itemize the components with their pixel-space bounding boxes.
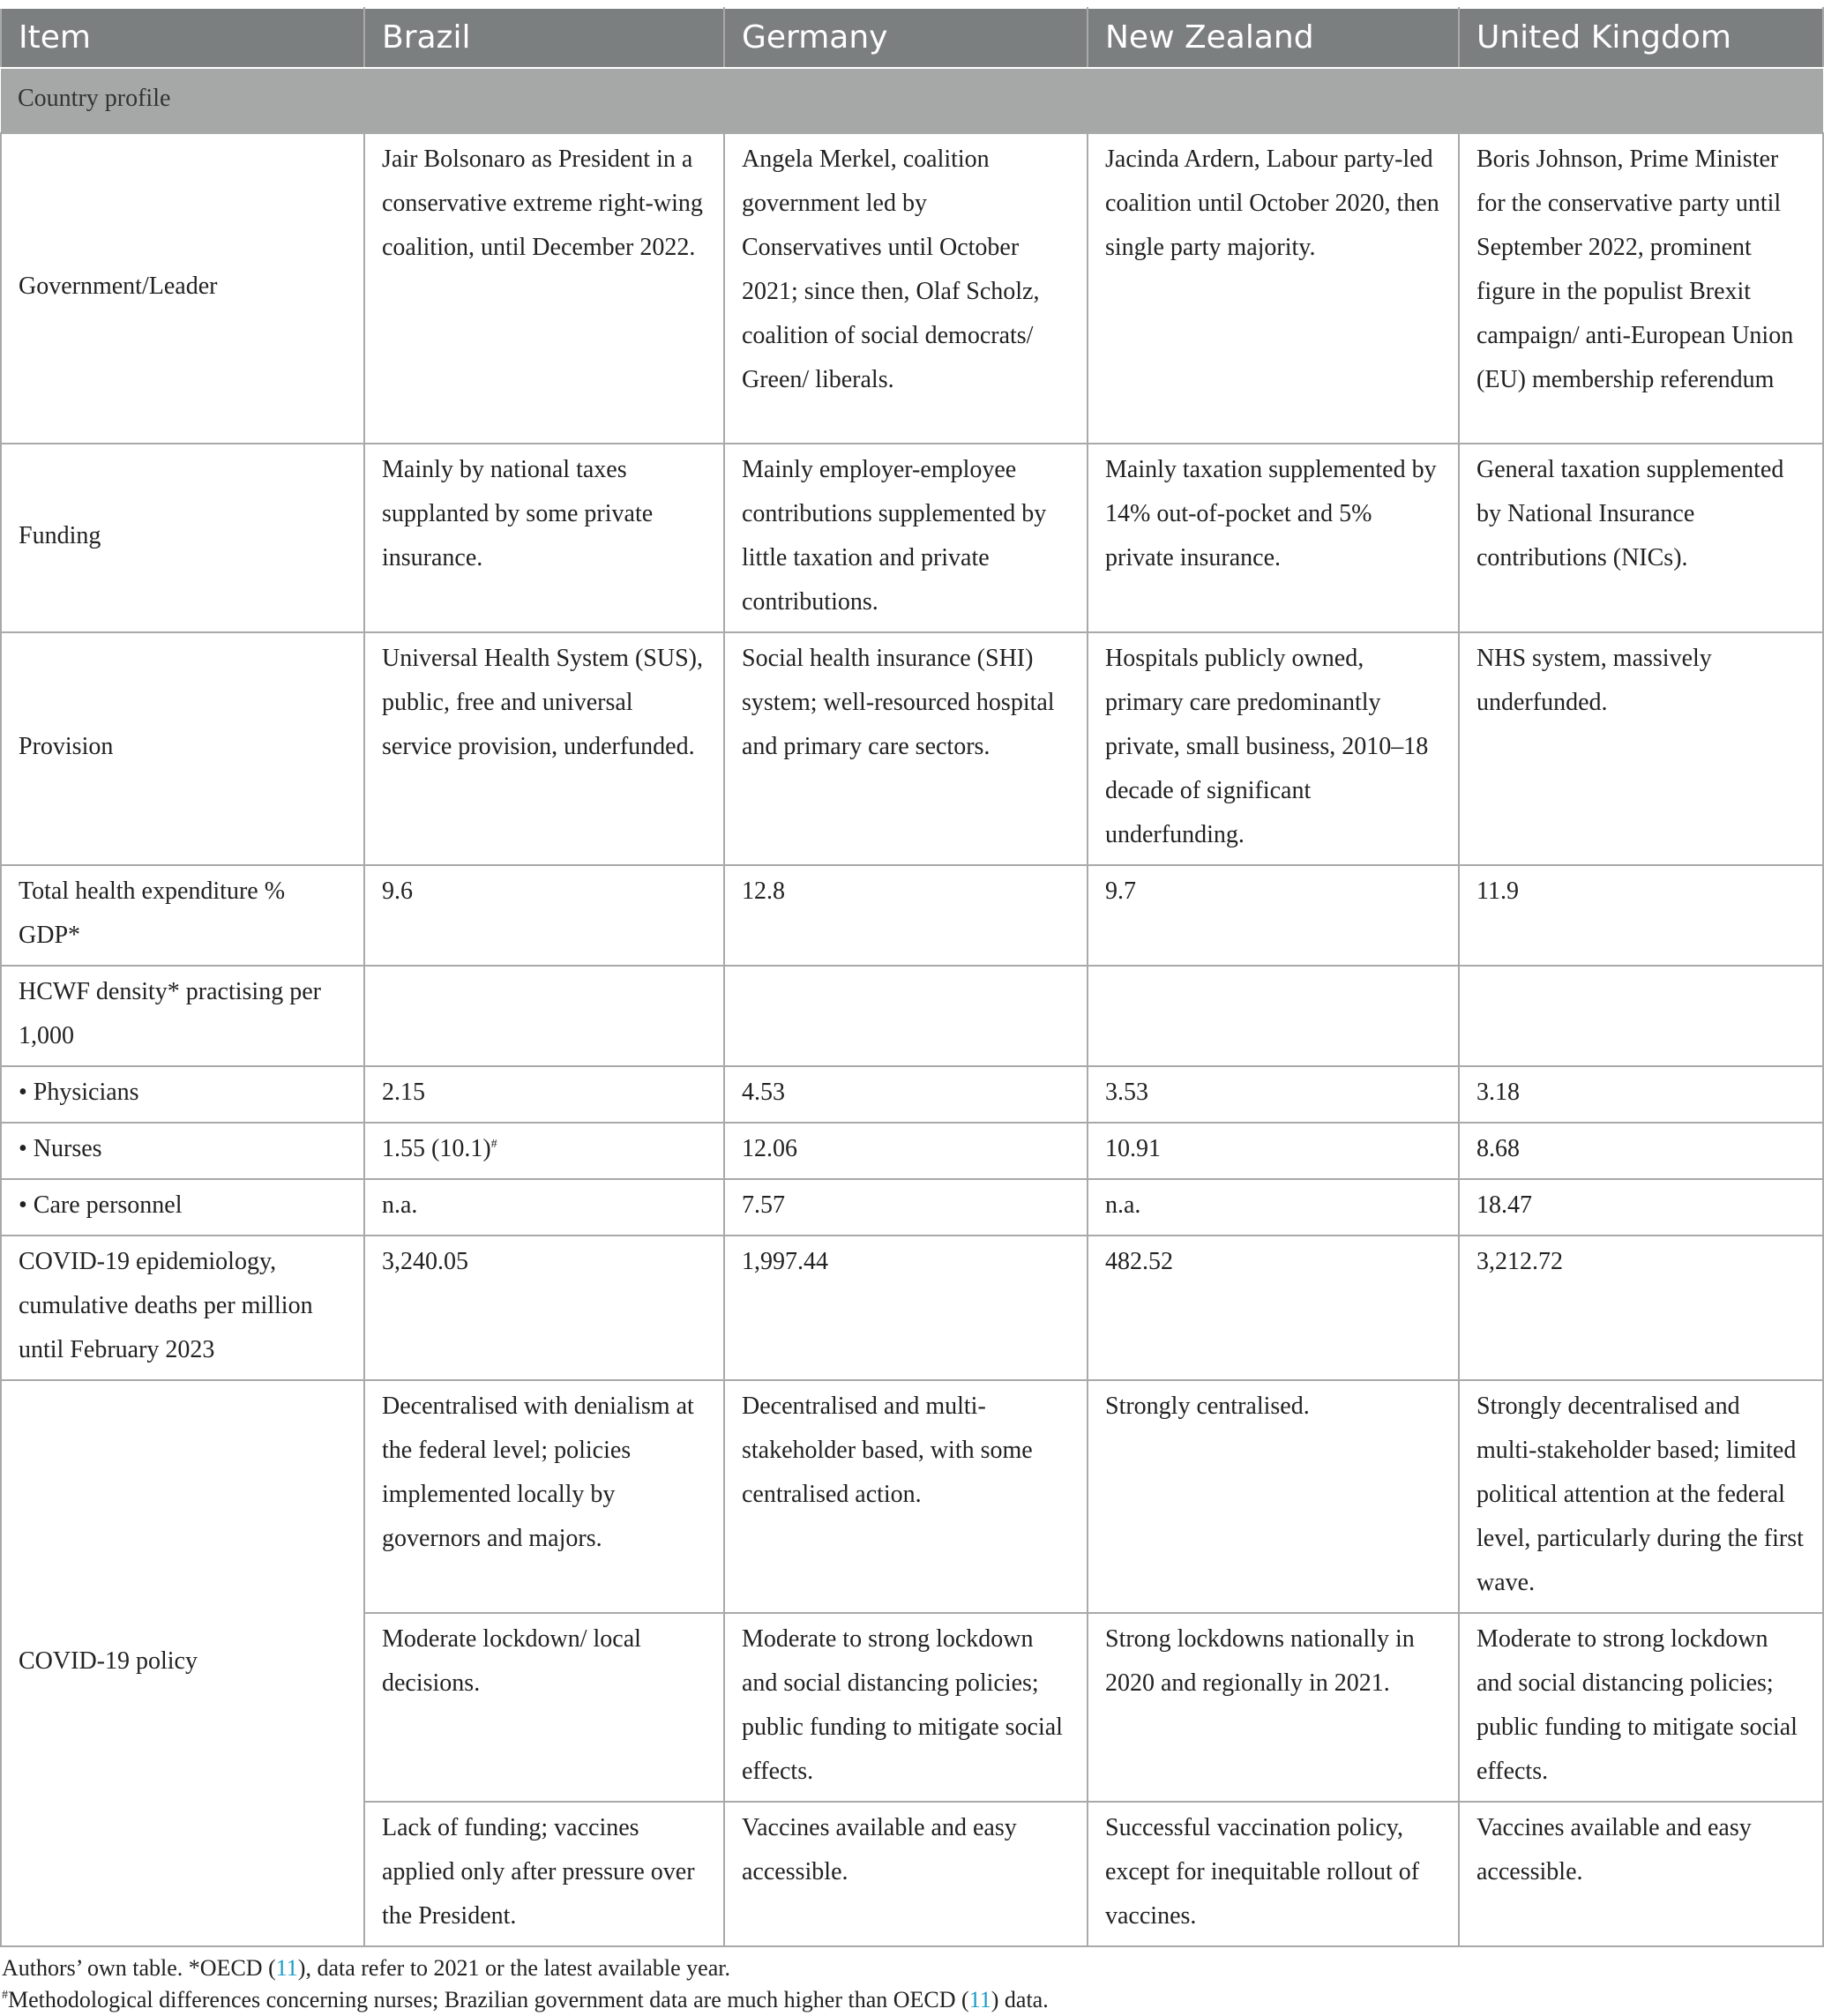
cell-united-kingdom: 11.9 xyxy=(1459,865,1823,966)
footnote-1-text-post: ), data refer to 2021 or the latest available year. xyxy=(297,1955,730,1981)
cell-united-kingdom: Boris Johnson, Prime Minister for the conservative party until September 2022, prominent figure in the populist Brexit campaign/ anti-European Union (EU) membership referendum xyxy=(1459,133,1823,444)
row-label-nurses: • Nurses xyxy=(1,1123,364,1179)
cell-united-kingdom: 3,212.72 xyxy=(1459,1236,1823,1380)
cell-new-zealand: 10.91 xyxy=(1088,1123,1459,1179)
cell-new-zealand: Jacinda Ardern, Labour party-led coalition until October 2020, then single party majority. xyxy=(1088,133,1459,444)
cell-brazil: Moderate lockdown/ local decisions. xyxy=(364,1613,724,1802)
cell-germany: 1,997.44 xyxy=(724,1236,1088,1380)
cell-germany: Moderate to strong lockdown and social distancing policies; public funding to mitigate social effects. xyxy=(724,1613,1088,1802)
row-label-covid-policy: COVID-19 policy xyxy=(1,1380,364,1946)
cell-brazil xyxy=(364,1123,724,1179)
cell-brazil: Mainly by national taxes supplanted by some private insurance. xyxy=(364,444,724,632)
table-row xyxy=(1,632,1823,865)
cell-brazil: 2.15 xyxy=(364,1066,724,1123)
cell-united-kingdom: 8.68 xyxy=(1459,1123,1823,1179)
cell-new-zealand: 9.7 xyxy=(1088,865,1459,966)
table-row xyxy=(1,133,1823,444)
table-row xyxy=(1,1236,1823,1380)
cell-germany xyxy=(724,966,1088,1066)
cell-germany: 12.8 xyxy=(724,865,1088,966)
cell-brazil-value: 1.55 (10.1) xyxy=(382,1135,491,1162)
cell-new-zealand: Hospitals publicly owned, primary care predominantly private, small business, 2010–18 decade of significant underfunding. xyxy=(1088,632,1459,865)
cell-brazil xyxy=(364,966,724,1066)
row-label-government: Government/Leader xyxy=(1,133,364,444)
country-comparison-table xyxy=(0,7,1824,1947)
footnote-2-text-pre: Methodological differences concerning nurses; Brazilian government data are much higher than OECD ( xyxy=(8,1987,969,2012)
row-label-physicians: • Physicians xyxy=(1,1066,364,1123)
cell-new-zealand: Successful vaccination policy, except for inequitable rollout of vaccines. xyxy=(1088,1802,1459,1946)
cell-new-zealand: Mainly taxation supplemented by 14% out-of-pocket and 5% private insurance. xyxy=(1088,444,1459,632)
cell-germany: Vaccines available and easy accessible. xyxy=(724,1802,1088,1946)
cell-brazil: n.a. xyxy=(364,1179,724,1236)
table-row xyxy=(1,966,1823,1066)
cell-germany: 12.06 xyxy=(724,1123,1088,1179)
reference-link[interactable]: 11 xyxy=(275,1955,298,1981)
header-item: Item xyxy=(1,8,364,68)
page xyxy=(0,7,1824,2016)
cell-united-kingdom: Strongly decentralised and multi-stakeholder based; limited political attention at the federal level, particularly during the first wave. xyxy=(1459,1380,1823,1613)
footnote-2 xyxy=(2,1984,1824,2016)
section-row xyxy=(1,68,1823,133)
footnote-1-text-pre: Authors’ own table. *OECD ( xyxy=(2,1955,276,1981)
cell-brazil: Decentralised with denialism at the federal level; policies implemented locally by governors and majors. xyxy=(364,1380,724,1613)
cell-brazil: Universal Health System (SUS), public, free and universal service provision, underfunded. xyxy=(364,632,724,865)
cell-new-zealand xyxy=(1088,966,1459,1066)
table-row xyxy=(1,1179,1823,1236)
section-title: Country profile xyxy=(1,68,1823,133)
cell-germany: 4.53 xyxy=(724,1066,1088,1123)
cell-united-kingdom: 3.18 xyxy=(1459,1066,1823,1123)
cell-united-kingdom: General taxation supplemented by National Insurance contributions (NICs). xyxy=(1459,444,1823,632)
table-row xyxy=(1,1066,1823,1123)
header-united-kingdom: United Kingdom xyxy=(1459,8,1823,68)
row-label-provision: Provision xyxy=(1,632,364,865)
row-label-care-personnel: • Care personnel xyxy=(1,1179,364,1236)
cell-new-zealand: 482.52 xyxy=(1088,1236,1459,1380)
cell-brazil: Jair Bolsonaro as President in a conservative extreme right-wing coalition, until December 2022. xyxy=(364,133,724,444)
table-row xyxy=(1,1123,1823,1179)
footnote-marker: # xyxy=(490,1138,497,1151)
cell-brazil: 3,240.05 xyxy=(364,1236,724,1380)
row-label-funding: Funding xyxy=(1,444,364,632)
footnote-marker: # xyxy=(2,1989,8,2002)
cell-brazil: Lack of funding; vaccines applied only after pressure over the President. xyxy=(364,1802,724,1946)
header-row xyxy=(1,8,1823,68)
row-label-hcwf-density: HCWF density* practising per 1,000 xyxy=(1,966,364,1066)
cell-united-kingdom: Vaccines available and easy accessible. xyxy=(1459,1802,1823,1946)
cell-new-zealand: Strongly centralised. xyxy=(1088,1380,1459,1613)
row-label-health-expenditure: Total health expenditure % GDP* xyxy=(1,865,364,966)
cell-germany: Mainly employer-employee contributions supplemented by little taxation and private contributions. xyxy=(724,444,1088,632)
cell-united-kingdom xyxy=(1459,966,1823,1066)
table-row xyxy=(1,865,1823,966)
footnote-2-text-post: ) data. xyxy=(990,1987,1049,2012)
cell-new-zealand: n.a. xyxy=(1088,1179,1459,1236)
header-germany: Germany xyxy=(724,8,1088,68)
table-row xyxy=(1,444,1823,632)
cell-united-kingdom: Moderate to strong lockdown and social distancing policies; public funding to mitigate social effects. xyxy=(1459,1613,1823,1802)
cell-brazil: 9.6 xyxy=(364,865,724,966)
table-row xyxy=(1,1380,1823,1613)
cell-new-zealand: Strong lockdowns nationally in 2020 and regionally in 2021. xyxy=(1088,1613,1459,1802)
table-footnotes xyxy=(0,1953,1824,2016)
cell-germany: Social health insurance (SHI) system; well-resourced hospital and primary care sectors. xyxy=(724,632,1088,865)
footnote-1 xyxy=(2,1953,1824,1984)
cell-germany: 7.57 xyxy=(724,1179,1088,1236)
reference-link[interactable]: 11 xyxy=(968,1987,991,2012)
row-label-covid-epidemiology: COVID-19 epidemiology, cumulative deaths per million until February 2023 xyxy=(1,1236,364,1380)
cell-germany: Angela Merkel, coalition government led by Conservatives until October 2021; since then, Olaf Scholz, coalition of social democrats/ Green/ liberals. xyxy=(724,133,1088,444)
header-brazil: Brazil xyxy=(364,8,724,68)
header-new-zealand: New Zealand xyxy=(1088,8,1459,68)
cell-united-kingdom: NHS system, massively underfunded. xyxy=(1459,632,1823,865)
cell-united-kingdom: 18.47 xyxy=(1459,1179,1823,1236)
cell-new-zealand: 3.53 xyxy=(1088,1066,1459,1123)
cell-germany: Decentralised and multi-stakeholder based, with some centralised action. xyxy=(724,1380,1088,1613)
